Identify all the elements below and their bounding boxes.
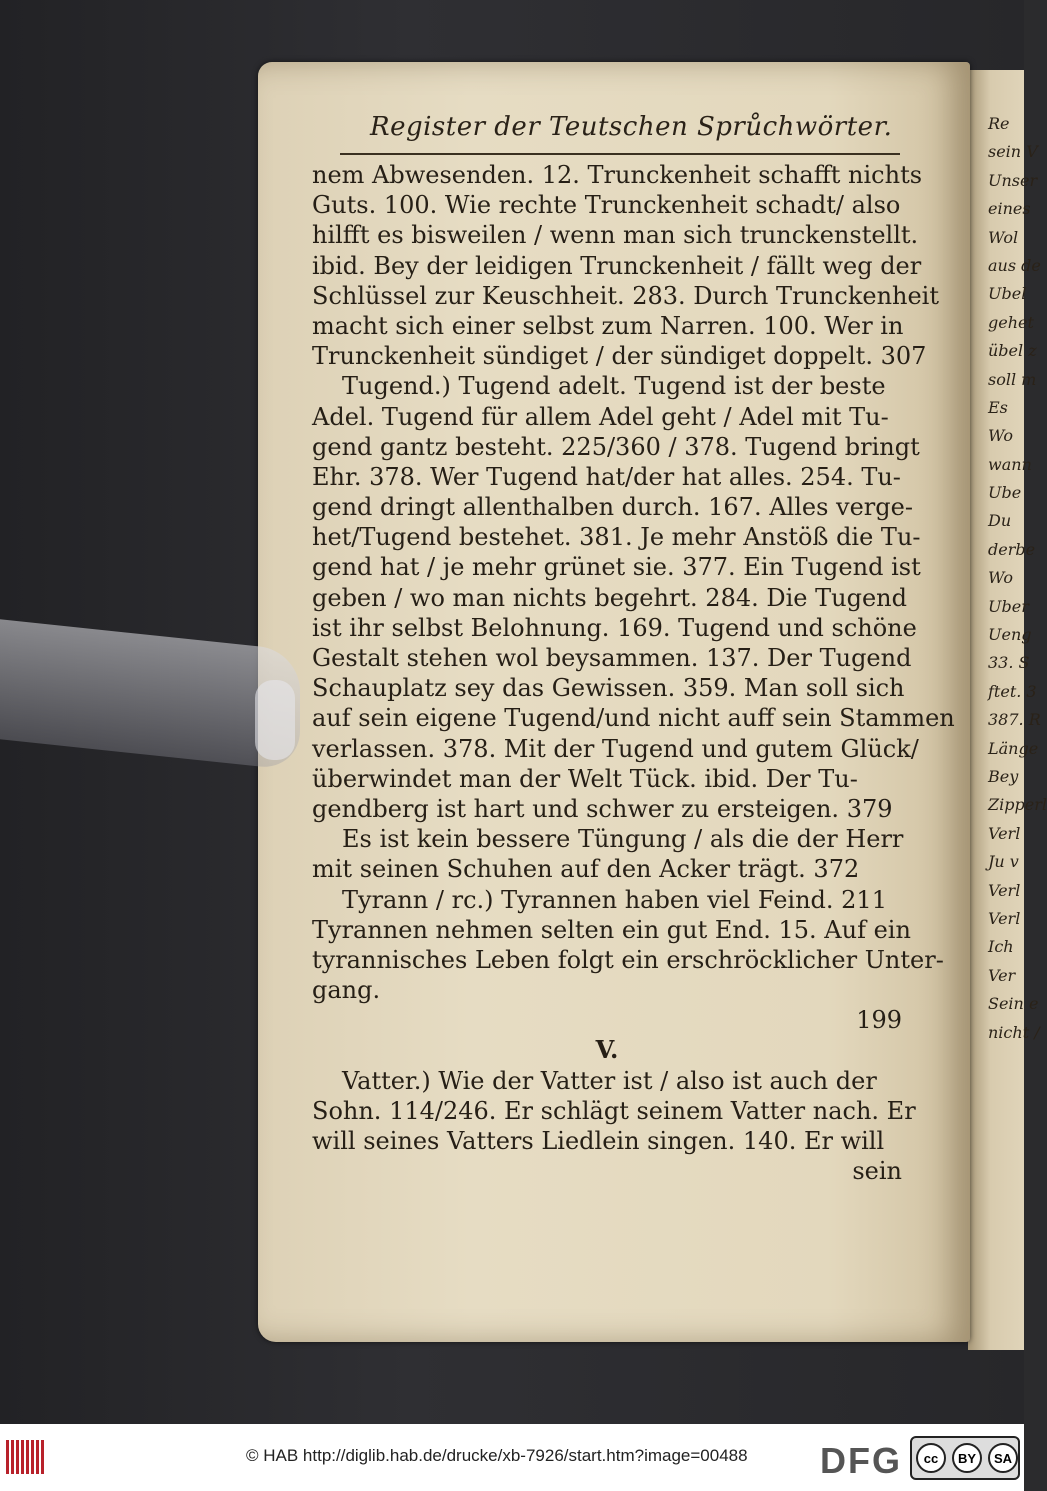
- cc-icon: cc: [916, 1443, 946, 1473]
- catchword: sein: [852, 1157, 902, 1186]
- text-line: Adel. Tugend für allem Adel geht / Adel mit Tu-: [312, 402, 889, 431]
- fragment: Du: [988, 511, 1012, 531]
- text-line: Tyrannen nehmen selten ein gut End. 15. Auf ein: [312, 915, 911, 944]
- text-line: Es ist kein bessere Tüngung / als die der Herr: [342, 825, 904, 854]
- text-line: ist ihr selbst Belohnung. 169. Tugend und schöne: [312, 613, 917, 642]
- fragment: Länge: [988, 738, 1039, 758]
- fragment: Wo: [988, 568, 1013, 588]
- page-header: Register der Teutschen Sprůchwörter.: [370, 112, 893, 142]
- fragment: Re: [988, 114, 1010, 133]
- text-line: ibid. Bey der leidigen Trunckenheit / fällt weg der: [312, 251, 922, 280]
- fragment: übel z: [988, 341, 1037, 361]
- text-line: gend hat / je mehr grünet sie. 377. Ein Tugend ist: [312, 553, 921, 582]
- library-logo-icon: [6, 1440, 46, 1474]
- text-line: Guts. 100. Wie rechte Trunckenheit schadt/ also: [312, 191, 901, 220]
- text-line: gang.: [312, 976, 381, 1005]
- fragment: Unser: [988, 170, 1038, 190]
- fragment: Ubel: [988, 284, 1027, 304]
- fragment: ftet. 3: [988, 681, 1037, 701]
- entry-tugend: Tugend.) Tugend adelt. Tugend ist der beste: [342, 372, 886, 401]
- copyright-link[interactable]: © HAB http://diglib.hab.de/drucke/xb-7926/start.htm?image=00488: [246, 1446, 748, 1465]
- text-line: gend gantz besteht. 225/360 / 378. Tugend bringt: [312, 432, 920, 461]
- fragment: nicht /: [988, 1022, 1040, 1042]
- cc-license-badge[interactable]: [910, 1436, 1020, 1480]
- text-line: mit seinen Schuhen auf den Acker trägt. 372: [312, 855, 860, 884]
- fragment: eines: [988, 199, 1031, 219]
- fragment: Ver: [988, 965, 1016, 985]
- fragment: derbe: [988, 539, 1036, 559]
- fragment: Ich: [988, 937, 1014, 957]
- text-line: macht sich einer selbst zum Narren. 100. Wer in: [312, 311, 904, 340]
- header-rule: [340, 153, 900, 155]
- text-line: verlassen. 378. Mit der Tugend und gutem Glück/: [312, 734, 919, 763]
- fragment: 387. R: [988, 710, 1041, 730]
- text-line: Schauplatz sey das Gewissen. 359. Man soll sich: [312, 674, 905, 703]
- text-line: gendberg ist hart und schwer zu ersteigen. 379: [312, 794, 893, 823]
- text-line: tyrannisches Leben folgt ein erschröcklicher Unter-: [312, 945, 944, 974]
- adjacent-page-text: [988, 110, 1047, 1047]
- fragment: Wol: [988, 227, 1019, 247]
- fragment: Ju v: [988, 852, 1019, 872]
- fragment: Verl: [988, 823, 1021, 843]
- fragment: Zipperl: [988, 795, 1047, 815]
- fragment: 33. S: [988, 653, 1030, 673]
- fragment: aus de: [988, 255, 1041, 275]
- text-line: überwindet man der Welt Tück. ibid. Der Tu-: [312, 764, 858, 793]
- text-line: Sohn. 114/246. Er schlägt seinem Vatter nach. Er: [312, 1096, 916, 1125]
- fragment: Sein e: [988, 994, 1039, 1014]
- page-text: [312, 160, 955, 1186]
- fragment: sein V: [988, 142, 1038, 162]
- entry-vatter: Vatter.) Wie der Vatter ist / also ist auch der: [342, 1066, 877, 1095]
- page-reference: 199: [856, 1006, 902, 1035]
- by-icon: BY: [952, 1443, 982, 1473]
- glass-clamp-tip: [255, 680, 295, 760]
- fragment: Es: [988, 397, 1008, 417]
- sa-icon: SA: [988, 1443, 1018, 1473]
- text-line: Trunckenheit sündiget / der sündiget doppelt. 307: [312, 342, 927, 371]
- text-line: Schlüssel zur Keuschheit. 283. Durch Trunckenheit: [312, 281, 939, 310]
- fragment: Ube: [988, 483, 1022, 503]
- entry-tyrann: Tyrann / rc.) Tyrannen haben viel Feind. 211: [342, 885, 887, 914]
- text-line: geben / wo man nichts begehrt. 284. Die Tugend: [312, 583, 907, 612]
- text-line: Ehr. 378. Wer Tugend hat/der hat alles. 254. Tu-: [312, 462, 901, 491]
- fragment: Uber: [988, 596, 1029, 616]
- text-line: gend dringt allenthalben durch. 167. Alles verge-: [312, 493, 913, 522]
- section-letter-v: V.: [595, 1035, 619, 1065]
- dfg-logo: DFG: [820, 1440, 902, 1481]
- text-line: hilfft es bisweilen / wenn man sich trunckenstellt.: [312, 221, 919, 250]
- text-line: will seines Vatters Liedlein singen. 140. Er will: [312, 1127, 885, 1155]
- fragment: wann: [988, 454, 1032, 474]
- fragment: gehet: [988, 312, 1034, 332]
- fragment: Verl: [988, 908, 1021, 928]
- text-line: Gestalt stehen wol beysammen. 137. Der Tugend: [312, 644, 912, 672]
- fragment: Wo: [988, 426, 1013, 446]
- text-line: het/Tugend bestehet. 381. Je mehr Anstöß die Tu-: [312, 523, 921, 552]
- text-line: nem Abwesenden. 12. Trunckenheit schafft nichts: [312, 161, 923, 189]
- fragment: Bey: [988, 766, 1019, 786]
- fragment: Verl: [988, 880, 1021, 900]
- fragment: soll m: [988, 369, 1037, 389]
- text-line: auf sein eigene Tugend/und nicht auff sein Stammen: [312, 704, 955, 733]
- fragment: Ueng: [988, 625, 1032, 645]
